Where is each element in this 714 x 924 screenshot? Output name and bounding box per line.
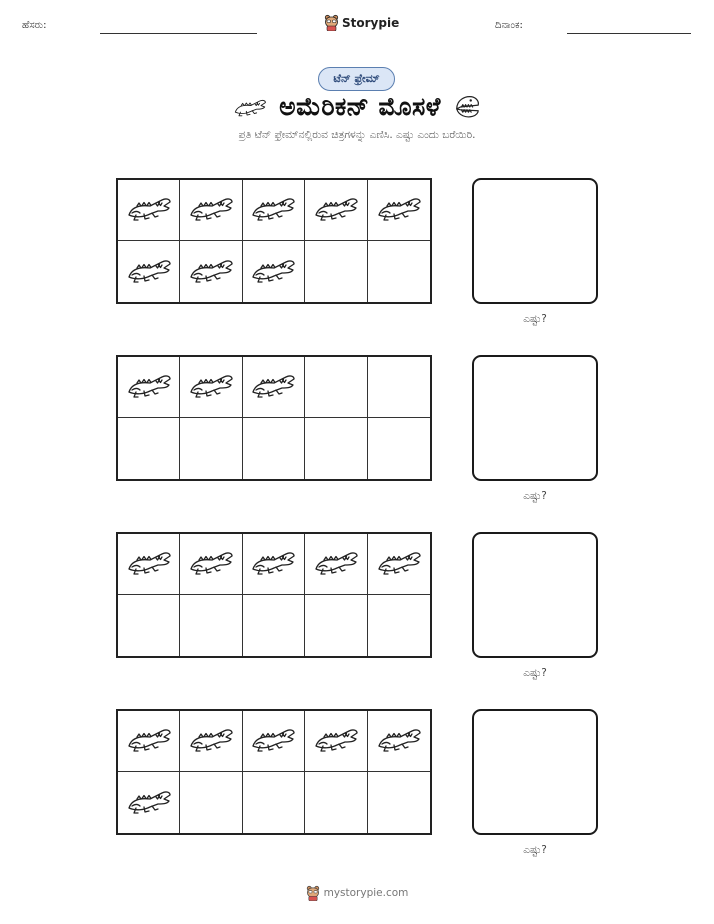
alligator-icon: [313, 193, 359, 227]
ten-frame-cell: [368, 418, 430, 479]
worksheet-title: ಅಮೆರಿಕನ್ ಮೊಸಳೆ: [279, 92, 441, 121]
alligator-icon: [233, 96, 267, 118]
alligator-icon: [188, 255, 234, 289]
alligator-icon: [376, 724, 422, 758]
ten-frame-cell: [243, 180, 305, 241]
ten-frame-cell: [118, 357, 180, 418]
ten-frame-cell: [305, 595, 367, 656]
storypie-mascot-icon: [306, 885, 320, 901]
alligator-icon: [126, 786, 172, 820]
ten-frame-cell: [243, 241, 305, 302]
alligator-icon: [188, 193, 234, 227]
ten-frame-cell: [305, 772, 367, 833]
worksheet-type-badge: ಟೆನ್ ಫ್ರೇಮ್: [318, 67, 395, 91]
ten-frame-cell: [180, 241, 242, 302]
footer-url: mystorypie.com: [323, 887, 409, 899]
ten-frame-cell: [243, 772, 305, 833]
ten-frame-cell: [305, 534, 367, 595]
ten-frame-cell: [243, 711, 305, 772]
ten-frame: [116, 355, 432, 481]
ten-frame-cell: [243, 418, 305, 479]
ten-frame-cell: [180, 711, 242, 772]
ten-frame-cell: [118, 595, 180, 656]
alligator-icon: [126, 255, 172, 289]
date-field[interactable]: [567, 33, 691, 34]
ten-frame-cell: [180, 534, 242, 595]
alligator-icon: [126, 724, 172, 758]
name-field[interactable]: [100, 33, 257, 34]
footer: [0, 885, 714, 901]
alligator-icon: [250, 193, 296, 227]
ten-frame-cell: [305, 711, 367, 772]
alligator-icon: [188, 724, 234, 758]
alligator-icon: [188, 547, 234, 581]
ten-frame-cell: [118, 534, 180, 595]
ten-frame-cell: [180, 180, 242, 241]
answer-label: ಎಷ್ಟು?: [523, 490, 547, 502]
alligator-icon: [376, 547, 422, 581]
instructions-text: ಪ್ರತಿ ಟೆನ್ ಫ್ರೇಮ್‌ನಲ್ಲಿರುವ ಚಿತ್ರಗಳನ್ನು ಎಣಿಸಿ. ಎಷ್ಟು ಎಂದು ಬರೆಯಿರಿ.: [238, 129, 476, 141]
alligator-icon: [376, 193, 422, 227]
ten-frame-cell: [368, 241, 430, 302]
answer-box[interactable]: [472, 709, 598, 835]
ten-frame-cell: [305, 357, 367, 418]
ten-frame-cell: [243, 357, 305, 418]
ten-frame: [116, 709, 432, 835]
ten-frame-cell: [118, 180, 180, 241]
ten-frame-cell: [180, 418, 242, 479]
title-row: [0, 92, 714, 122]
alligator-icon: [313, 724, 359, 758]
brand-name: Storypie: [342, 15, 400, 30]
name-label: ಹೆಸರು:: [22, 20, 47, 31]
ten-frame-cell: [368, 180, 430, 241]
ten-frame-cell: [118, 241, 180, 302]
alligator-icon: [188, 370, 234, 404]
ten-frame-cell: [305, 180, 367, 241]
answer-label: ಎಷ್ಟು?: [523, 667, 547, 679]
ten-frame: [116, 178, 432, 304]
ten-frame-cell: [305, 418, 367, 479]
ten-frame-cell: [180, 357, 242, 418]
alligator-icon: [126, 370, 172, 404]
alligator-head-icon: [453, 93, 481, 121]
ten-frame: [116, 532, 432, 658]
alligator-icon: [126, 193, 172, 227]
alligator-icon: [250, 370, 296, 404]
ten-frame-cell: [368, 534, 430, 595]
ten-frame-cell: [368, 711, 430, 772]
ten-frame-cell: [368, 357, 430, 418]
answer-box[interactable]: [472, 355, 598, 481]
date-label: ದಿನಾಂಕ:: [495, 20, 523, 31]
ten-frame-cell: [118, 772, 180, 833]
alligator-icon: [250, 255, 296, 289]
ten-frame-cell: [118, 711, 180, 772]
ten-frame-cell: [180, 595, 242, 656]
brand-logo: [324, 14, 399, 31]
alligator-icon: [250, 547, 296, 581]
answer-box[interactable]: [472, 178, 598, 304]
alligator-icon: [250, 724, 296, 758]
answer-box[interactable]: [472, 532, 598, 658]
answer-label: ಎಷ್ಟು?: [523, 313, 547, 325]
ten-frame-cell: [243, 534, 305, 595]
answer-label: ಎಷ್ಟು?: [523, 844, 547, 856]
alligator-icon: [126, 547, 172, 581]
ten-frame-cell: [368, 595, 430, 656]
ten-frame-cell: [118, 418, 180, 479]
ten-frame-cell: [180, 772, 242, 833]
alligator-icon: [313, 547, 359, 581]
ten-frame-cell: [368, 772, 430, 833]
ten-frame-cell: [305, 241, 367, 302]
ten-frame-cell: [243, 595, 305, 656]
storypie-mascot-icon: [324, 14, 339, 31]
